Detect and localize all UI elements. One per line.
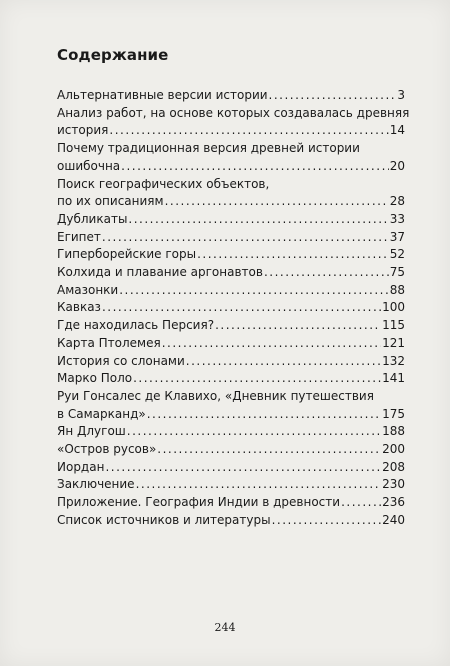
toc-entry [57,335,405,353]
toc-entry [57,353,405,371]
dot-leader [186,353,381,371]
dot-leader [341,494,381,512]
toc-entry-leader-line [57,87,405,105]
toc-entry-leader-line [57,299,405,317]
toc-entry-title-line: Руи Гонсалес де Клавихо, «Дневник путешествия [57,388,374,403]
toc-entry [57,87,405,105]
toc-entry-page: 188 [382,424,405,439]
toc-entry-page: 88 [389,282,405,297]
toc-entry [57,388,405,423]
dot-leader [102,229,389,247]
toc-entry [57,494,405,512]
toc-entry-title: Список источников и литературы [57,512,271,527]
toc-entry-page: 20 [389,158,405,173]
toc-entry-page: 200 [382,442,405,457]
toc-entry-title: История со слонами [57,353,185,368]
toc-entry-leader-line [57,335,405,353]
dot-leader [157,441,381,459]
toc-entry-page: 3 [397,88,405,102]
toc-entry-title: история [57,123,109,138]
dot-leader [197,246,389,264]
toc-entry-page: 37 [389,229,405,244]
toc-entry-title: «Остров русов» [57,442,157,457]
dot-leader [136,476,382,494]
dot-leader [109,122,388,140]
toc-entry-leader-line [57,282,405,300]
toc-entry-leader-line [57,264,405,282]
toc-entry-page: 230 [382,477,405,492]
toc-entry-page: 240 [382,512,405,527]
dot-leader [147,406,381,424]
toc-entry-title: по их описаниям [57,194,164,209]
dot-leader [215,317,381,335]
toc-entry-page: 75 [389,265,405,280]
toc-entry-leader-line [57,246,405,264]
toc-entry-page: 14 [389,123,405,138]
toc-entry-leader-line [57,353,405,371]
dot-leader [162,335,381,353]
page-number: 244 [214,621,236,634]
toc-entry-leader-line [57,459,405,477]
dot-leader [133,370,381,388]
toc-entry [57,459,405,477]
toc-entry [57,512,405,530]
toc-entry-page: 141 [382,371,405,386]
toc-entry-title: Колхида и плавание аргонавтов [57,265,263,280]
toc-entry-page: 33 [389,211,405,226]
toc-entry-leader-line [57,476,405,494]
toc-entry-title: Гиперборейские горы [57,247,197,262]
dot-leader [127,423,381,441]
toc-entry-leader-line [57,229,405,247]
dot-leader [272,512,382,530]
toc-entry-leader-line [57,441,405,459]
toc-entry-page: 121 [382,335,405,350]
toc-entry-title: Альтернативные версии истории [57,88,268,102]
toc-entry [57,299,405,317]
toc-entry [57,176,405,211]
toc-entry [57,317,405,335]
dot-leader [102,299,381,317]
toc-entry-leader-line [57,158,405,176]
toc-entry-page: 208 [382,459,405,474]
toc-entry-leader-line [57,406,405,424]
toc-entry-title: Заключение [57,477,135,492]
toc-entry-leader-line [57,193,405,211]
toc-entry [57,370,405,388]
toc-entry [57,423,405,441]
toc-entry-leader-line [57,122,405,140]
toc-entry [57,441,405,459]
toc-entry-title: Приложение. География Индии в древности [57,495,341,510]
toc-list [57,87,410,530]
toc-entry [57,282,405,300]
dot-leader [128,211,388,229]
toc-entry-title: Ян Длугош [57,424,126,439]
toc-entry-title: в Самарканд» [57,406,146,421]
toc-entry-title: Где находилась Персия? [57,318,215,333]
toc-entry-title: Карта Птолемея [57,335,161,350]
toc-entry-title: Иордан [57,459,105,474]
toc-entry-page: 132 [382,353,405,368]
dot-leader [121,158,389,176]
toc-entry-title-line: Поиск географических объектов, [57,176,270,191]
toc-entry-leader-line [57,211,405,229]
dot-leader [165,193,389,211]
toc-entry-leader-line [57,370,405,388]
toc-entry-leader-line [57,317,405,335]
toc-entry-leader-line [57,494,405,512]
toc-entry-title-line: Почему традиционная версия древней истории [57,141,360,156]
toc-entry-page: 236 [382,495,405,510]
toc-entry-title: Кавказ [57,300,101,315]
toc-entry-title: Дубликаты [57,211,128,226]
toc-entry-page: 100 [382,300,405,315]
toc-entry-title: ошибочна [57,158,121,173]
toc-entry-title: Марко Поло [57,371,133,386]
toc-entry [57,476,405,494]
toc-entry [57,140,405,175]
toc-entry-page: 175 [382,406,405,421]
dot-leader [105,459,381,477]
toc-entry [57,229,405,247]
toc-entry-title: Амазонки [57,282,119,297]
toc-entry-page: 115 [382,318,405,333]
dot-leader [264,264,389,282]
toc-entry [57,105,410,140]
toc-title: Содержание [57,46,169,64]
toc-entry-page: 28 [389,194,405,209]
toc-entry-leader-line [57,512,405,530]
dot-leader [119,282,388,300]
toc-entry [57,211,405,229]
dot-leader [269,87,397,105]
toc-entry [57,246,405,264]
toc-entry-title-line: Анализ работ, на основе которых создавалась древняя [57,105,410,120]
toc-entry-title: Египет [57,229,101,244]
toc-entry-leader-line [57,423,405,441]
toc-entry [57,264,405,282]
toc-entry-page: 52 [389,247,405,262]
